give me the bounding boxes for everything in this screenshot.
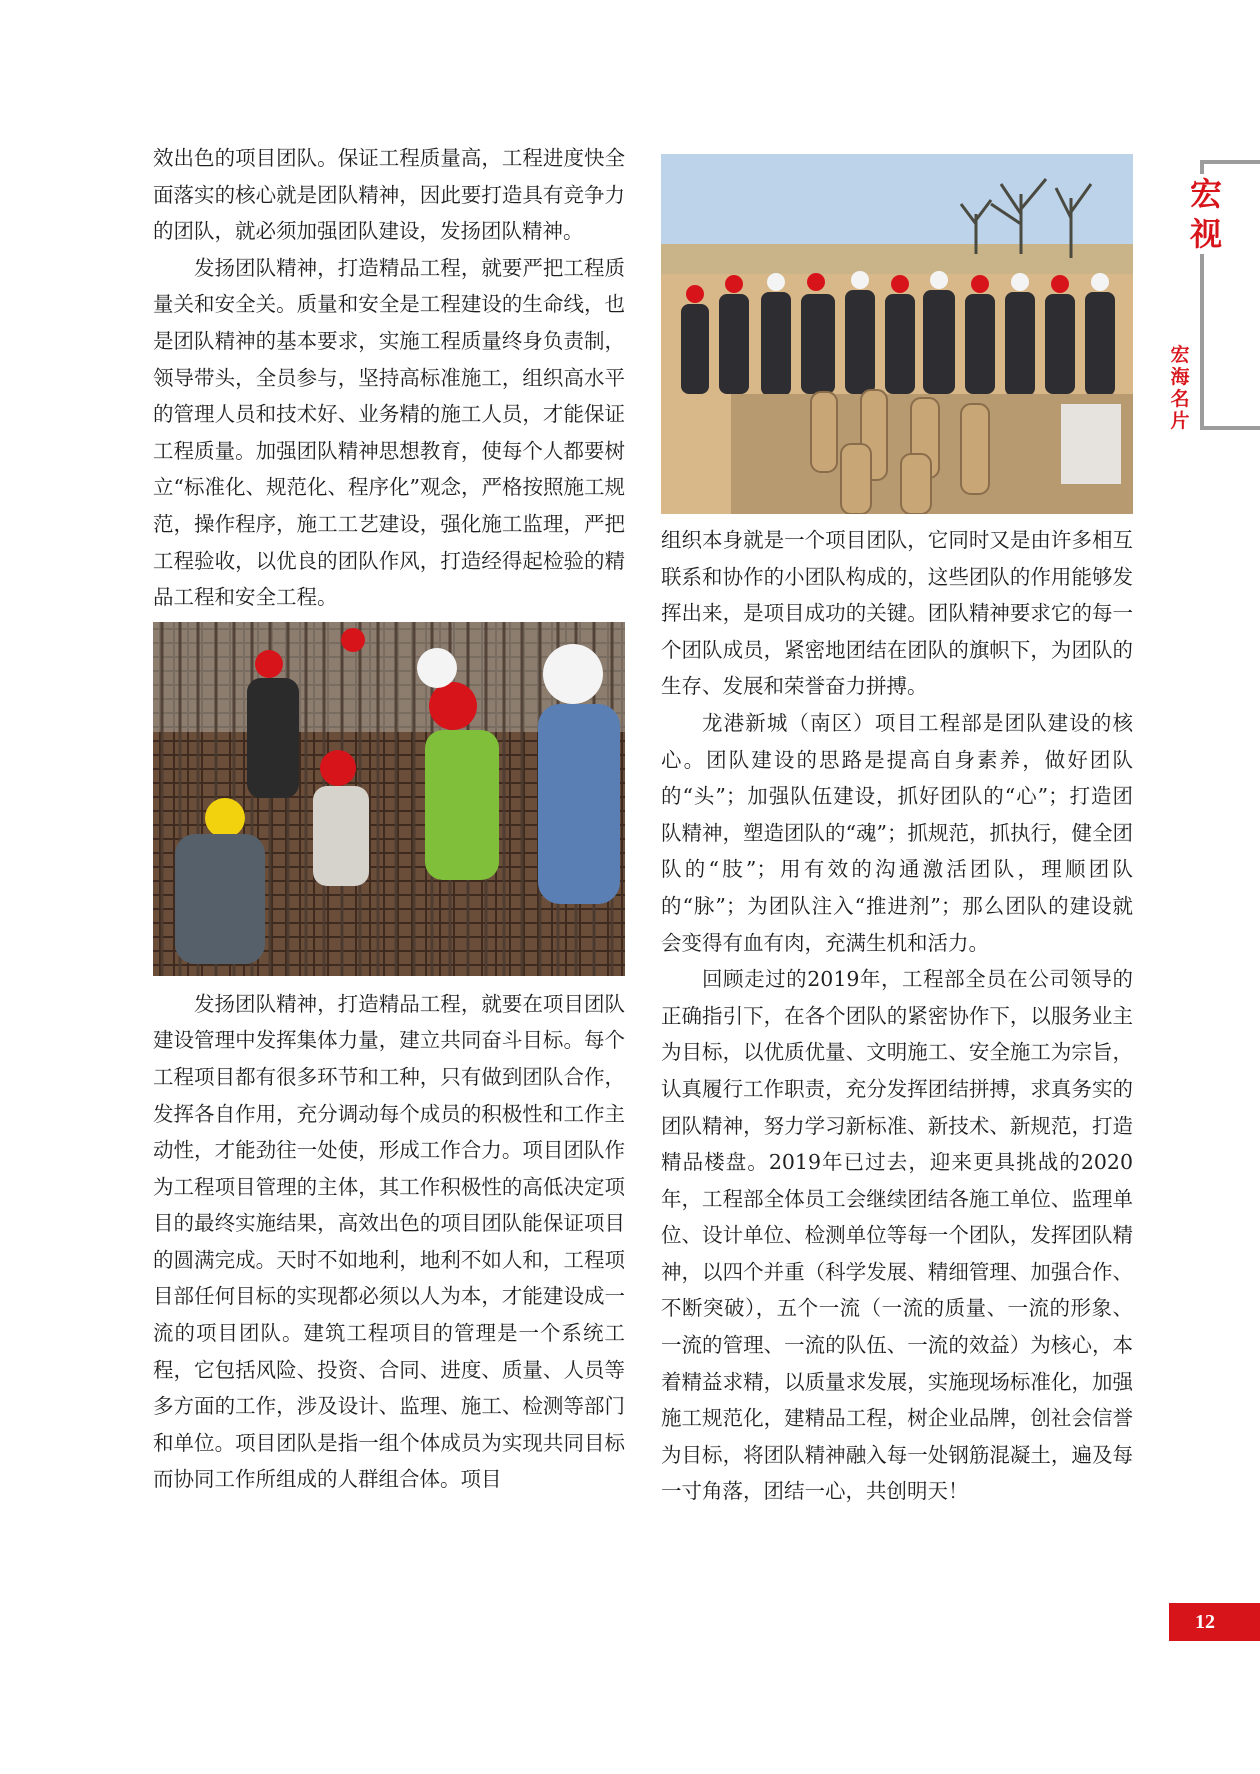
rebar-inspection-photo	[153, 622, 625, 976]
side-header-section	[1166, 344, 1194, 432]
article-paragraph: 组织本身就是一个项目团队，它同时又是由许多相互联系和协作的小团队构成的，这些团队的作用能够发挥出来，是项目成功的关键。团队精神要求它的每一个团队成员，紧密地团结在团队的旗帜下，为团队的生存、发展和荣誉奋力拼搏。	[661, 528, 1133, 699]
side-section-char: 宏	[1170, 344, 1190, 366]
right-column	[661, 140, 1133, 1510]
article-paragraph: 效出色的项目团队。保证工程质量高，工程进度快全面落实的核心就是团队精神，因此要打造具有竞争力的团队，就必须加强团队建设，发扬团队精神。	[153, 146, 625, 244]
article-paragraph: 发扬团队精神，打造精品工程，就要在项目团队建设管理中发挥集体力量，建立共同奋斗目标。每个工程项目都有很多环节和工种，只有做到团队合作，发挥各自作用，充分调动每个成员的积极性和工作主动性，才能劲往一处使，形成工作合力。项目团队作为工程项目管理的主体，其工作积极性的高低决定项目的最终实施结果，高效出色的项目团队能保证项目的圆满完成。天时不如地利，地利不如人和，工程项目部任何目标的实现都必须以人为本，才能建设成一流的项目团队。建筑工程项目的管理是一个系统工程，它包括风险、投资、合同、进度、质量、人员等多方面的工作，涉及设计、监理、施工、检测等部门和单位。项目团队是指一组个体成员为实现共同目标而协同工作所组成的人群组合体。项目	[153, 991, 625, 1492]
site-photo-illustration	[661, 154, 1133, 514]
article-paragraph: 龙港新城（南区）项目工程部是团队建设的核心。团队建设的思路是提高自身素养，做好团队的“头”；加强队伍建设，抓好团队的“心”；打造团队精神，塑造团队的“魂”；抓规范，抓执行，健全团队的“肢”；用有效的沟通激活团队，理顺团队的“脉”；为团队注入“推进剂”；那么团队的建设就会变得有血有肉，充满生机和活力。	[661, 710, 1133, 955]
side-title-char: 视	[1189, 215, 1222, 253]
article-paragraph: 发扬团队精神，打造精品工程，就要严把工程质量关和安全关。质量和安全是工程建设的生命线，也是团队精神的基本要求，实施工程质量终身负责制，领导带头，全员参与，坚持高标准施工，组织高水平的管理人员和技术好、业务精的施工人员，才能保证工程质量。加强团队精神思想教育，使每个人都要树立“标准化、规范化、程序化”观念，严格按照施工规范，操作程序，施工工艺建设，强化施工监理，严把工程验收，以优良的团队作风，打造经得起检验的精品工程和安全工程。	[153, 255, 625, 610]
left-column	[153, 140, 625, 1498]
side-title-char: 宏	[1189, 175, 1222, 213]
article-paragraph: 回顾走过的2019年，工程部全员在公司领导的正确指引下，在各个团队的紧密协作下，以服务业主为目标，以优质优量、文明施工、安全施工为宗旨，认真履行工作职责，充分发挥团结拼搏，求真务实的团队精神，努力学习新标准、新技术、新规范，打造精品楼盘。2019年已过去，迎来更具挑战的2020年，工程部全体员工会继续团结各施工单位、监理单位、设计单位、检测单位等每一个团队，发挥团队精神，以四个并重（科学发展、精细管理、加强合作、不断突破），五个一流（一流的质量、一流的形象、一流的管理、一流的队伍、一流的效益）为核心，本着精益求精，以质量求发展，实施现场标准化，加强施工规范化，建精品工程，树企业品牌，创社会信誉为目标，将团队精神融入每一处钢筋混凝土，遍及每一寸角落，团结一心，共创明天！	[661, 967, 1133, 1504]
side-header-title	[1186, 174, 1226, 254]
side-section-char: 海	[1170, 366, 1190, 388]
side-section-char: 片	[1170, 410, 1190, 432]
page-number: 12	[1195, 1611, 1215, 1633]
site-visit-photo	[661, 154, 1133, 514]
side-section-char: 名	[1170, 388, 1190, 410]
rebar-photo-illustration	[153, 622, 625, 976]
